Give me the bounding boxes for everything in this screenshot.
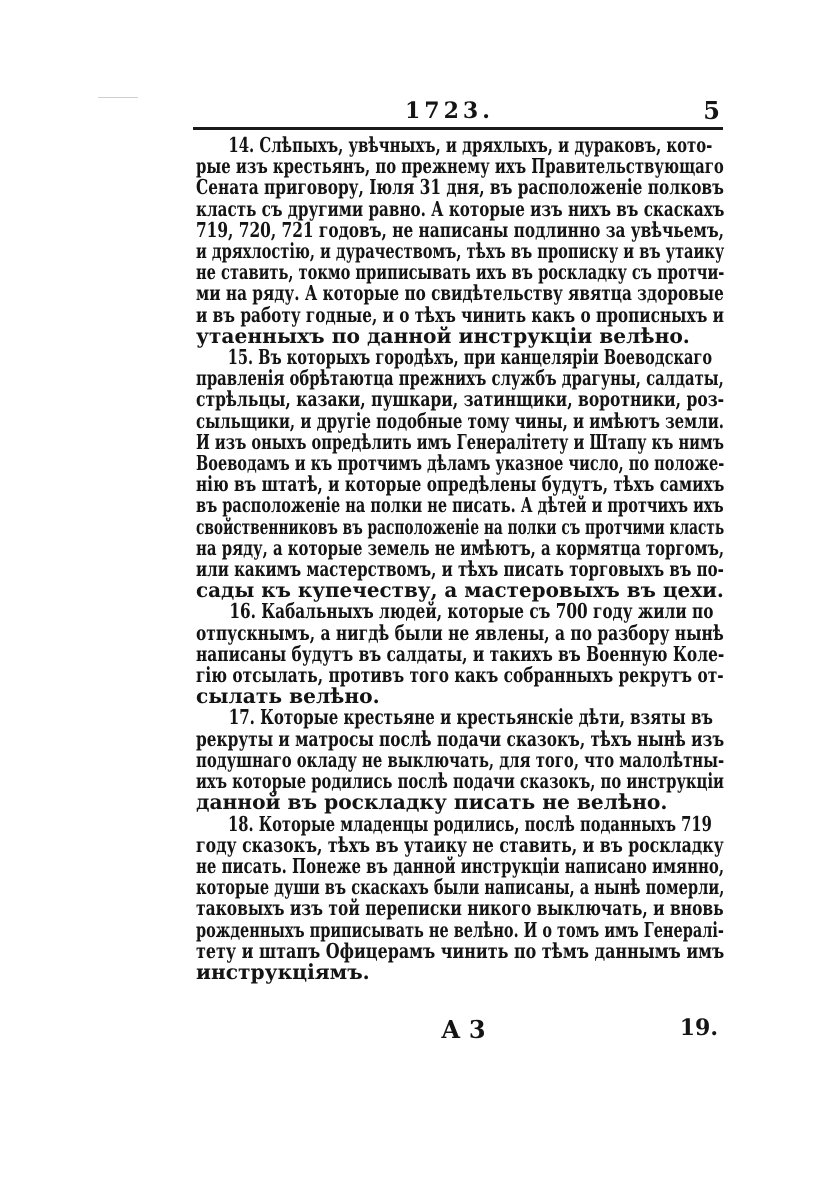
body-text — [196, 135, 724, 983]
text-line: или какимъ мастерствомъ, и тѣхъ писать торговыхъ въ по- — [196, 557, 724, 582]
text-line: 18. Которые младенцы родились, послѣ поданныхъ 719 — [228, 811, 712, 836]
paragraph-p14 — [196, 135, 724, 347]
page-number: 5 — [703, 96, 720, 125]
text-line: написаны будутъ въ салдаты, и такихъ въ Военную Коле- — [196, 641, 725, 666]
text-line: Сената приговору, Іюля 31 дня, въ расположеніе полковъ — [196, 175, 724, 200]
header-year: 1723. — [405, 98, 494, 124]
paragraph-p15 — [196, 347, 724, 601]
catchword: 19. — [679, 1015, 718, 1041]
running-header — [200, 98, 720, 128]
text-line: таковыхъ изъ той переписки никого выключать, и вновь — [196, 896, 724, 921]
page-footer — [196, 1015, 724, 1045]
text-line: подушнаго окладу не выключать, для того, что малолѣтны- — [196, 747, 725, 772]
text-line: правленія обрѣтаютца прежнихъ службъ драгуны, салдаты, — [196, 366, 724, 391]
text-line: нію въ штатѣ, и которые опредѣлены будутъ, тѣхъ самихъ — [196, 472, 725, 497]
text-line: сылать велѣно. — [196, 684, 380, 709]
text-line: ихъ которые родились послѣ подачи сказокъ, по инструкціи — [196, 769, 724, 794]
text-line: не писать. Понеже въ данной инструкціи написано имянно, — [196, 853, 725, 878]
text-line: стрѣльцы, казаки, пушкари, затинщики, воротники, роз- — [196, 387, 725, 412]
header-rule — [193, 127, 723, 130]
text-line: 17. Которые крестьяне и крестьянскіе дѣти, взяты въ — [228, 705, 713, 730]
text-line: рекруты и матросы послѣ подачи сказокъ, тѣхъ нынѣ изъ — [196, 726, 725, 751]
text-line: гію отсылать, противъ того какъ собранныхъ рекрутъ от- — [196, 663, 724, 688]
text-line: 719, 720, 721 годовъ, не написаны подлинно за увѣчьемъ, — [196, 217, 725, 242]
text-line: сыльщики, и другіе подобные тому чины, и имѣютъ земли. — [196, 408, 724, 433]
text-line: утаенныхъ по данной инструкціи велѣно. — [196, 323, 690, 348]
text-line: класть съ другими равно. А которые изъ нихъ въ скаскахъ — [196, 196, 725, 221]
text-line: Воеводамъ и къ протчимъ дѣламъ указное число, по положе- — [196, 451, 725, 476]
text-line: И изъ оныхъ опредѣлить имъ Генералітету и Штапу къ нимъ — [196, 429, 724, 454]
text-line: ми на ряду. А которые по свидѣтельству явятца здоровые — [196, 281, 724, 306]
text-line: 14. Слѣпыхъ, увѣчныхъ, и дряхлыхъ, и дураковъ, кото- — [228, 133, 713, 157]
text-line: 16. Кабальныхъ людей, которые съ 700 году жили по — [229, 599, 714, 624]
text-line: рожденныхъ приписывать не велѣно. И о томъ имъ Генералі- — [196, 917, 724, 942]
scan-speck — [98, 97, 138, 98]
text-line: тету и штапъ Офицерамъ чинить по тѣмъ даннымъ имъ — [196, 938, 725, 963]
text-line: инструкціямъ. — [196, 959, 370, 984]
text-line: въ расположеніе на полки не писать. А дѣтей и протчихъ ихъ — [196, 493, 724, 518]
text-line: данной въ роскладку писать не велѣно. — [196, 790, 668, 815]
text-line: которые души въ скаскахъ были написаны, а нынѣ померли, — [196, 875, 725, 900]
text-line: на ряду, а которые земель не имѣютъ, а кормятца торгомъ, — [196, 535, 725, 560]
text-line: отпускнымъ, а нигдѣ были не явлены, а по разбору нынѣ — [196, 620, 724, 645]
text-line: 15. Въ которыхъ городѣхъ, при канцеляріи Воеводскаго — [227, 345, 713, 370]
text-line: сады къ купечеству, а мастеровыхъ въ цехи. — [196, 578, 724, 603]
paragraph-p17 — [196, 707, 724, 813]
paragraph-p16 — [196, 601, 724, 707]
paragraph-p18 — [196, 811, 725, 984]
text-line: году сказокъ, тѣхъ въ утаику не ставить, и въ роскладку — [196, 832, 724, 857]
text-line: свойственниковъ въ расположеніе на полки съ протчими класть — [196, 514, 725, 539]
text-line: не ставить, токмо приписывать ихъ въ роскладку съ протчи- — [196, 260, 725, 285]
text-line: и дряхлостію, и дурачествомъ, тѣхъ въ прописку и въ утаику — [196, 239, 725, 264]
text-line: рые изъ крестьянъ, по прежнему ихъ Правительствующаго — [196, 154, 724, 179]
signature-mark: А 3 — [441, 1015, 486, 1044]
text-line: и въ работу годные, и о тѣхъ чинить какъ о прописныхъ и — [196, 302, 724, 327]
